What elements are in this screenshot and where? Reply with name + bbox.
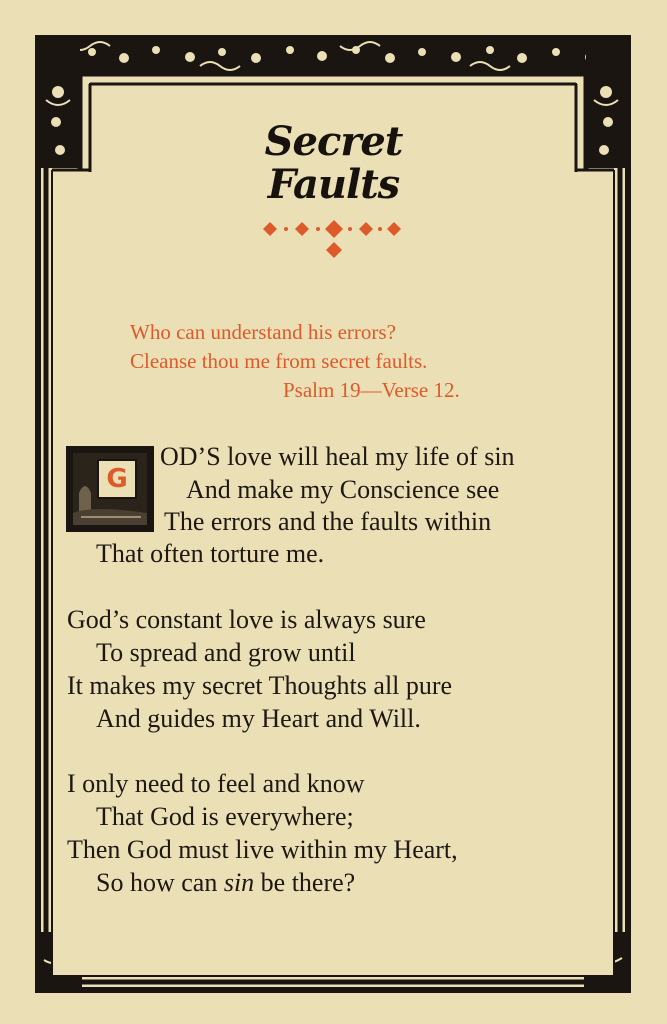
poem-line	[96, 867, 355, 899]
poem-line-part: So how can	[96, 868, 224, 897]
poem-line-part: be there?	[254, 868, 356, 897]
poem-line: That God is everywhere;	[96, 802, 354, 831]
epigraph-line: Who can understand his errors?	[130, 320, 396, 344]
poem-line: That often torture me.	[96, 539, 325, 568]
epigraph-citation: Psalm 19—Verse 12.	[283, 378, 460, 402]
poem-line: It makes my secret Thoughts all pure	[67, 671, 453, 700]
page-title-line-1: Secret	[264, 118, 403, 165]
drop-cap-letter: G	[97, 459, 137, 499]
poem-line: Then God must live within my Heart,	[67, 835, 458, 864]
drop-cap	[66, 446, 154, 532]
diamond-ornament-icon	[0, 218, 667, 262]
poem-line: To spread and grow until	[96, 638, 356, 667]
poem-line: And guides my Heart and Will.	[96, 704, 421, 733]
poem-line: I only need to feel and know	[67, 769, 365, 798]
poem-line: The errors and the faults within	[164, 507, 492, 536]
epigraph-line: Cleanse thou me from secret faults.	[130, 349, 428, 373]
poem-line: OD’S love will heal my life of sin	[160, 442, 515, 471]
emphasized-word: sin	[223, 868, 255, 897]
poem-line: And make my Conscience see	[186, 475, 500, 504]
page-title-line-2: Faults	[267, 161, 400, 208]
poem-line: God’s constant love is always sure	[67, 605, 426, 634]
